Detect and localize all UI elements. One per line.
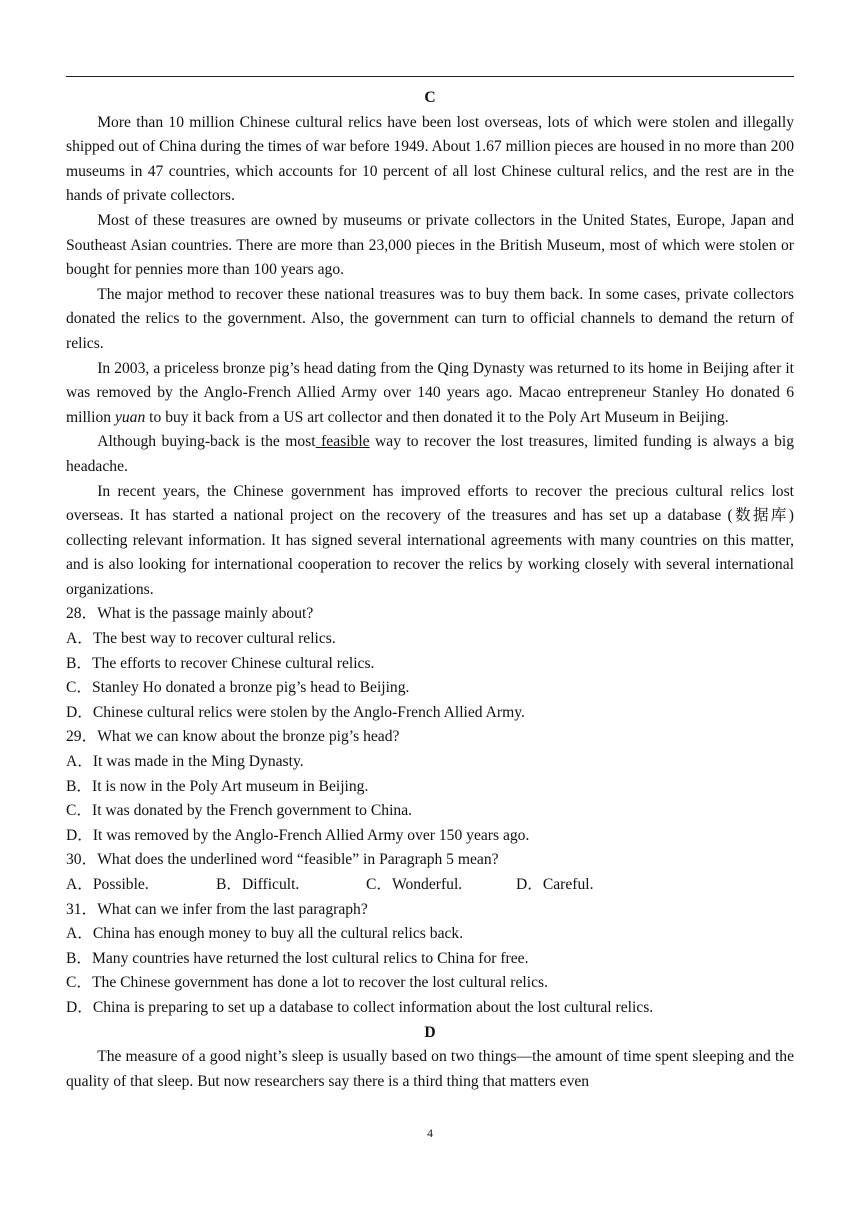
paragraph-5-text-b: way to recover the lost treasures, limited funding is always a big headache.: [66, 433, 795, 475]
paragraph-4-text-b: to buy it back from a US art collector and then donated it to the Poly Art Museum in Beijing.: [145, 408, 729, 426]
question-30: 30．What does the underlined word “feasible” in Paragraph 5 mean?: [66, 851, 499, 869]
q30-options-row: [66, 873, 794, 898]
q28-option-d: D．Chinese cultural relics were stolen by the Anglo-French Allied Army.: [66, 703, 525, 721]
q31-option-c: C．The Chinese government has done a lot to recover the lost cultural relics.: [66, 974, 548, 992]
paragraph-5-text-a: Although buying-back is the most: [97, 433, 316, 451]
passage-c-paragraph-5: [66, 430, 794, 479]
paragraph-4-text-a: In 2003, a priceless bronze pig’s head dating from the Qing Dynasty was returned to its home in Beijing after it was removed by the Anglo-French Allied Army over 140 years ago. Macao entrepreneur Stanley Ho donated 6 million: [66, 359, 794, 426]
q30-option-a: A．Possible.: [66, 876, 149, 893]
q29-option-d: D．It was removed by the Anglo-French Allied Army over 150 years ago.: [66, 826, 530, 844]
passage-c-paragraph-1: More than 10 million Chinese cultural relics have been lost overseas, lots of which were stolen and illegally shipped out of China during the times of war before 1949. About 1.67 million pieces are housed in no more than 200 museums in 47 countries, which accounts for 10 percent of all lost Chinese cultural relics, and the rest are in the hands of private collectors.: [66, 113, 795, 205]
q29-option-a: A．It was made in the Ming Dynasty.: [66, 753, 304, 771]
q31-option-a: A．China has enough money to buy all the cultural relics back.: [66, 925, 464, 943]
yuan-italic: yuan: [114, 408, 146, 426]
q29-option-c: C．It was donated by the French government to China.: [66, 802, 413, 820]
passage-c-paragraph-4: [66, 357, 794, 431]
section-title-c: C: [424, 89, 436, 106]
q30-option-b: B．Difficult.: [216, 876, 300, 893]
question-31: 31．What can we infer from the last paragraph?: [66, 900, 368, 918]
question-28: 28．What is the passage mainly about?: [66, 605, 314, 623]
q28-option-a: A．The best way to recover cultural relics.: [66, 630, 336, 648]
underlined-word-feasible: feasible: [315, 433, 370, 451]
section-title-d: D: [424, 1023, 436, 1041]
q30-option-d: D．Careful.: [516, 876, 594, 893]
q31-option-d: D．China is preparing to set up a database to collect information about the lost cultural relics.: [66, 998, 654, 1016]
passage-c-paragraph-6: In recent years, the Chinese government has improved efforts to recover the precious cultural relics lost overseas. It has started a national project on the recovery of the treasures and has set up a database (数据库) collecting relevant information. It has signed several international agreements with many countries on this matter, and is also looking for international cooperation to recover the relics by working closely with several international organizations.: [66, 482, 794, 598]
header-rule: [66, 76, 794, 77]
q29-option-b: B．It is now in the Poly Art museum in Beijing.: [66, 777, 369, 795]
passage-c-paragraph-3: The major method to recover these national treasures was to buy them back. In some cases, private collectors donated the relics to the government. Also, the government can turn to official channels to demand the return of relics.: [66, 285, 794, 352]
q30-option-c: C．Wonderful.: [366, 876, 463, 893]
question-29: 29．What we can know about the bronze pig’s head?: [66, 728, 400, 746]
page-number: 4: [427, 1126, 433, 1140]
passage-d-paragraph-1: The measure of a good night’s sleep is usually based on two things—the amount of time spent sleeping and the quality of that sleep. But now researchers say there is a third thing that matters even: [66, 1048, 794, 1090]
q28-option-c: C．Stanley Ho donated a bronze pig’s head to Beijing.: [66, 679, 410, 697]
document-body: [66, 86, 794, 1094]
q28-option-b: B．The efforts to recover Chinese cultural relics.: [66, 654, 375, 672]
q31-option-b: B．Many countries have returned the lost cultural relics to China for free.: [66, 949, 529, 967]
passage-c-paragraph-2: Most of these treasures are owned by museums or private collectors in the United States, Europe, Japan and Southeast Asian countries. There are more than 23,000 pieces in the British Museum, most of which were stolen or bought for pennies more than 100 years ago.: [66, 211, 794, 279]
